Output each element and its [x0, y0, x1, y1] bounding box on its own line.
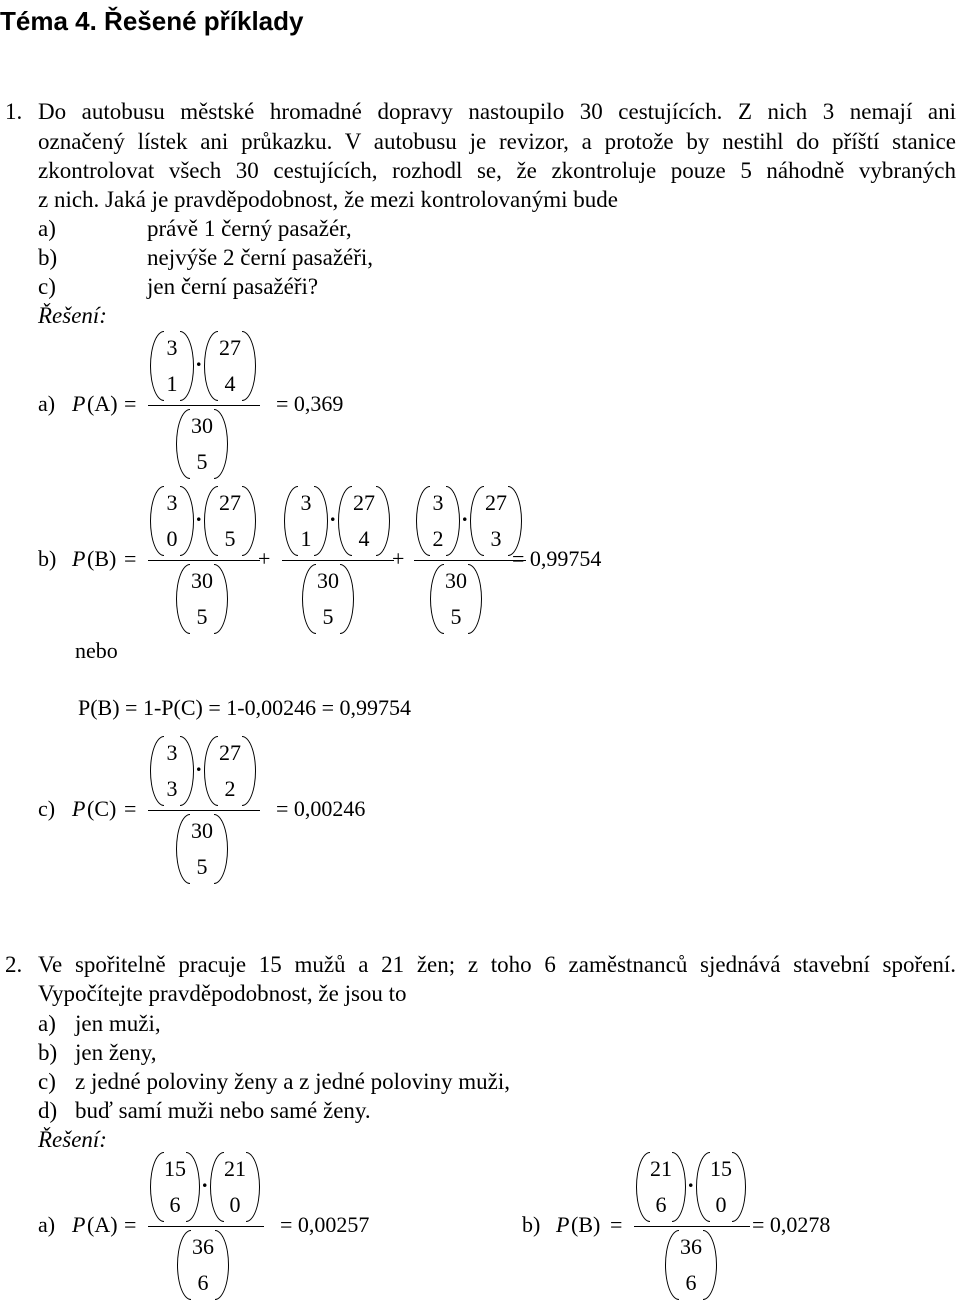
eq1b-term1-fraction-line	[148, 560, 260, 561]
eq1b-term3-binom-3-2	[416, 486, 460, 556]
exercise-1-item-a-label: a)	[38, 216, 56, 241]
eq1c-label: c)	[38, 796, 56, 821]
eq1a-equals: =	[124, 391, 137, 416]
eq1c-binom-30-5	[176, 814, 228, 884]
binom-top: 21	[224, 1156, 246, 1181]
binom-bottom: 1	[300, 526, 312, 551]
exercise-1-item-c-label: c)	[38, 274, 56, 299]
binom-bottom: 5	[196, 604, 208, 629]
eq1b-alternative: P(B) = 1-P(C) = 1-0,00246 = 0,99754	[78, 695, 411, 720]
eq2b-binom-21-6	[636, 1152, 686, 1222]
exercise-2-line-1: Ve spořitelně pracuje 15 mužů a 21 žen; z toho 6 zaměstnanců sjednává stavební spoření.	[38, 952, 956, 977]
binom-top: 3	[166, 335, 178, 360]
eq1b-arg: (B)	[87, 546, 117, 571]
binom-bottom: 4	[224, 371, 236, 396]
eq1c-binom-3-3	[150, 736, 194, 806]
eq2b-result: = 0,0278	[752, 1212, 831, 1237]
eq1b-term1-binom-3-0	[150, 486, 194, 556]
exercise-1-line-4: z nich. Jaká je pravděpodobnost, že mezi kontrolovanými bude	[38, 187, 618, 212]
binom-top: 27	[353, 490, 375, 515]
eq1c-binom-27-2	[204, 736, 256, 806]
binom-top: 27	[219, 740, 241, 765]
binom-bottom: 0	[229, 1192, 241, 1217]
eq1a-arg: (A)	[87, 391, 118, 416]
exercise-2-item-d-label: d)	[38, 1098, 58, 1123]
eq1b-term1-binom-27-5	[204, 486, 256, 556]
exercise-1-solution-label: Řešení:	[38, 303, 107, 328]
binom-top: 30	[191, 818, 213, 843]
eq1a-p: P	[72, 391, 86, 416]
binom-top: 3	[166, 490, 178, 515]
eq2a-binom-36-6	[177, 1230, 229, 1300]
exercise-2-item-b-label: b)	[38, 1040, 58, 1065]
binom-bottom: 3	[166, 776, 178, 801]
binom-top: 30	[191, 413, 213, 438]
eq2a-p: P	[72, 1212, 86, 1237]
exercise-1-item-a-text: právě 1 černý pasažér,	[147, 216, 352, 241]
exercise-1-line-3: zkontrolovat všech 30 cestujících, rozhodl se, že zkontroluje pouze 5 náhodně vybraných	[38, 158, 956, 183]
eq1a-label: a)	[38, 391, 56, 416]
binom-bottom: 6	[197, 1270, 209, 1295]
binom-bottom: 5	[196, 449, 208, 474]
binom-top: 27	[219, 490, 241, 515]
binom-top: 27	[219, 335, 241, 360]
eq2b-equals: =	[610, 1212, 623, 1237]
binom-bottom: 2	[224, 776, 236, 801]
binom-top: 15	[710, 1156, 732, 1181]
exercise-2-item-a-label: a)	[38, 1011, 56, 1036]
binom-top: 36	[192, 1234, 214, 1259]
exercise-2-item-b-text: jen ženy,	[75, 1040, 157, 1065]
binom-top: 3	[300, 490, 312, 515]
eq1a-binom-30-5	[176, 409, 228, 479]
eq1a-result: = 0,369	[276, 391, 344, 416]
exercise-1-item-b-text: nejvýše 2 černí pasažéři,	[147, 245, 374, 270]
eq2b-arg: (B)	[571, 1212, 601, 1237]
binom-top: 27	[485, 490, 507, 515]
eq1b-or: nebo	[75, 638, 118, 663]
eq1b-term2-times-dot: .	[330, 501, 336, 526]
eq2a-arg: (A)	[87, 1212, 118, 1237]
eq1c-fraction-line	[148, 810, 260, 811]
binom-bottom: 6	[655, 1192, 667, 1217]
eq1b-result: = 0,99754	[512, 546, 602, 571]
exercise-2-solution-label: Řešení:	[38, 1127, 107, 1152]
exercise-2-item-c-text: z jedné poloviny ženy a z jedné poloviny muži,	[75, 1069, 510, 1094]
eq1b-p: P	[72, 546, 86, 571]
eq1b-term1-binom-30-5	[176, 564, 228, 634]
binom-bottom: 2	[432, 526, 444, 551]
exercise-1-item-c-text: jen černí pasažéři?	[147, 274, 319, 299]
eq1a-binom-27-4	[204, 331, 256, 401]
eq2a-equals: =	[124, 1212, 137, 1237]
eq2a-binom-21-0	[210, 1152, 260, 1222]
eq1b-term2-binom-30-5	[302, 564, 354, 634]
eq2b-binom-15-0	[696, 1152, 746, 1222]
eq2b-binom-36-6	[665, 1230, 717, 1300]
binom-bottom: 0	[166, 526, 178, 551]
eq1b-term3-times-dot: .	[462, 501, 468, 526]
eq1a-times-dot: .	[196, 346, 202, 371]
exercise-1-number: 1.	[5, 99, 23, 124]
binom-bottom: 6	[685, 1270, 697, 1295]
exercise-2-item-d-text: buď samí muži nebo samé ženy.	[75, 1098, 371, 1123]
eq1b-term3-binom-30-5	[430, 564, 482, 634]
eq1b-term2-fraction-line	[282, 560, 394, 561]
exercise-2-item-c-label: c)	[38, 1069, 56, 1094]
eq1b-label: b)	[38, 546, 57, 571]
eq1b-equals: =	[124, 546, 137, 571]
eq1a-fraction-line	[148, 405, 260, 406]
eq1c-arg: (C)	[87, 796, 117, 821]
exercise-1-line-1: Do autobusu městské hromadné dopravy nastoupilo 30 cestujících. Z nich 3 nemají ani	[38, 99, 956, 124]
exercise-1-item-b-label: b)	[38, 245, 58, 270]
binom-top: 3	[432, 490, 444, 515]
eq2b-p: P	[556, 1212, 570, 1237]
binom-bottom: 5	[196, 854, 208, 879]
exercise-2-number: 2.	[5, 952, 23, 977]
binom-bottom: 6	[169, 1192, 181, 1217]
binom-top: 21	[650, 1156, 672, 1181]
eq1b-term2-binom-3-1	[284, 486, 328, 556]
eq1b-plus-2: +	[392, 546, 405, 571]
page-title: Téma 4. Řešené příklady	[0, 6, 304, 36]
exercise-1-line-2: označený lístek ani průkazku. V autobusu je revizor, a protože by nestihl do příští stanice	[38, 129, 956, 154]
eq1c-times-dot: .	[196, 751, 202, 776]
binom-bottom: 5	[450, 604, 462, 629]
eq1b-term1-times-dot: .	[196, 501, 202, 526]
eq1c-result: = 0,00246	[276, 796, 366, 821]
eq2a-fraction-line	[148, 1226, 264, 1227]
binom-top: 3	[166, 740, 178, 765]
eq2a-times-dot: .	[202, 1167, 208, 1192]
eq2a-binom-15-6	[150, 1152, 200, 1222]
binom-top: 30	[317, 568, 339, 593]
exercise-2-item-a-text: jen muži,	[75, 1011, 161, 1036]
exercise-2-line-2: Vypočítejte pravděpodobnost, že jsou to	[38, 981, 407, 1006]
binom-top: 36	[680, 1234, 702, 1259]
eq2b-times-dot: .	[688, 1167, 694, 1192]
eq1b-plus-1: +	[258, 546, 271, 571]
eq1a-binom-3-1	[150, 331, 194, 401]
binom-bottom: 0	[715, 1192, 727, 1217]
eq1b-term3-fraction-line	[414, 560, 526, 561]
eq1c-p: P	[72, 796, 86, 821]
binom-bottom: 5	[322, 604, 334, 629]
eq1b-term2-binom-27-4	[338, 486, 390, 556]
binom-top: 30	[445, 568, 467, 593]
binom-bottom: 3	[490, 526, 502, 551]
binom-top: 30	[191, 568, 213, 593]
eq2b-label: b)	[522, 1212, 541, 1237]
binom-top: 15	[164, 1156, 186, 1181]
eq2a-result: = 0,00257	[280, 1212, 370, 1237]
eq2a-label: a)	[38, 1212, 56, 1237]
eq2b-fraction-line	[634, 1226, 750, 1227]
binom-bottom: 1	[166, 371, 178, 396]
eq1c-equals: =	[124, 796, 137, 821]
binom-bottom: 5	[224, 526, 236, 551]
binom-bottom: 4	[358, 526, 370, 551]
